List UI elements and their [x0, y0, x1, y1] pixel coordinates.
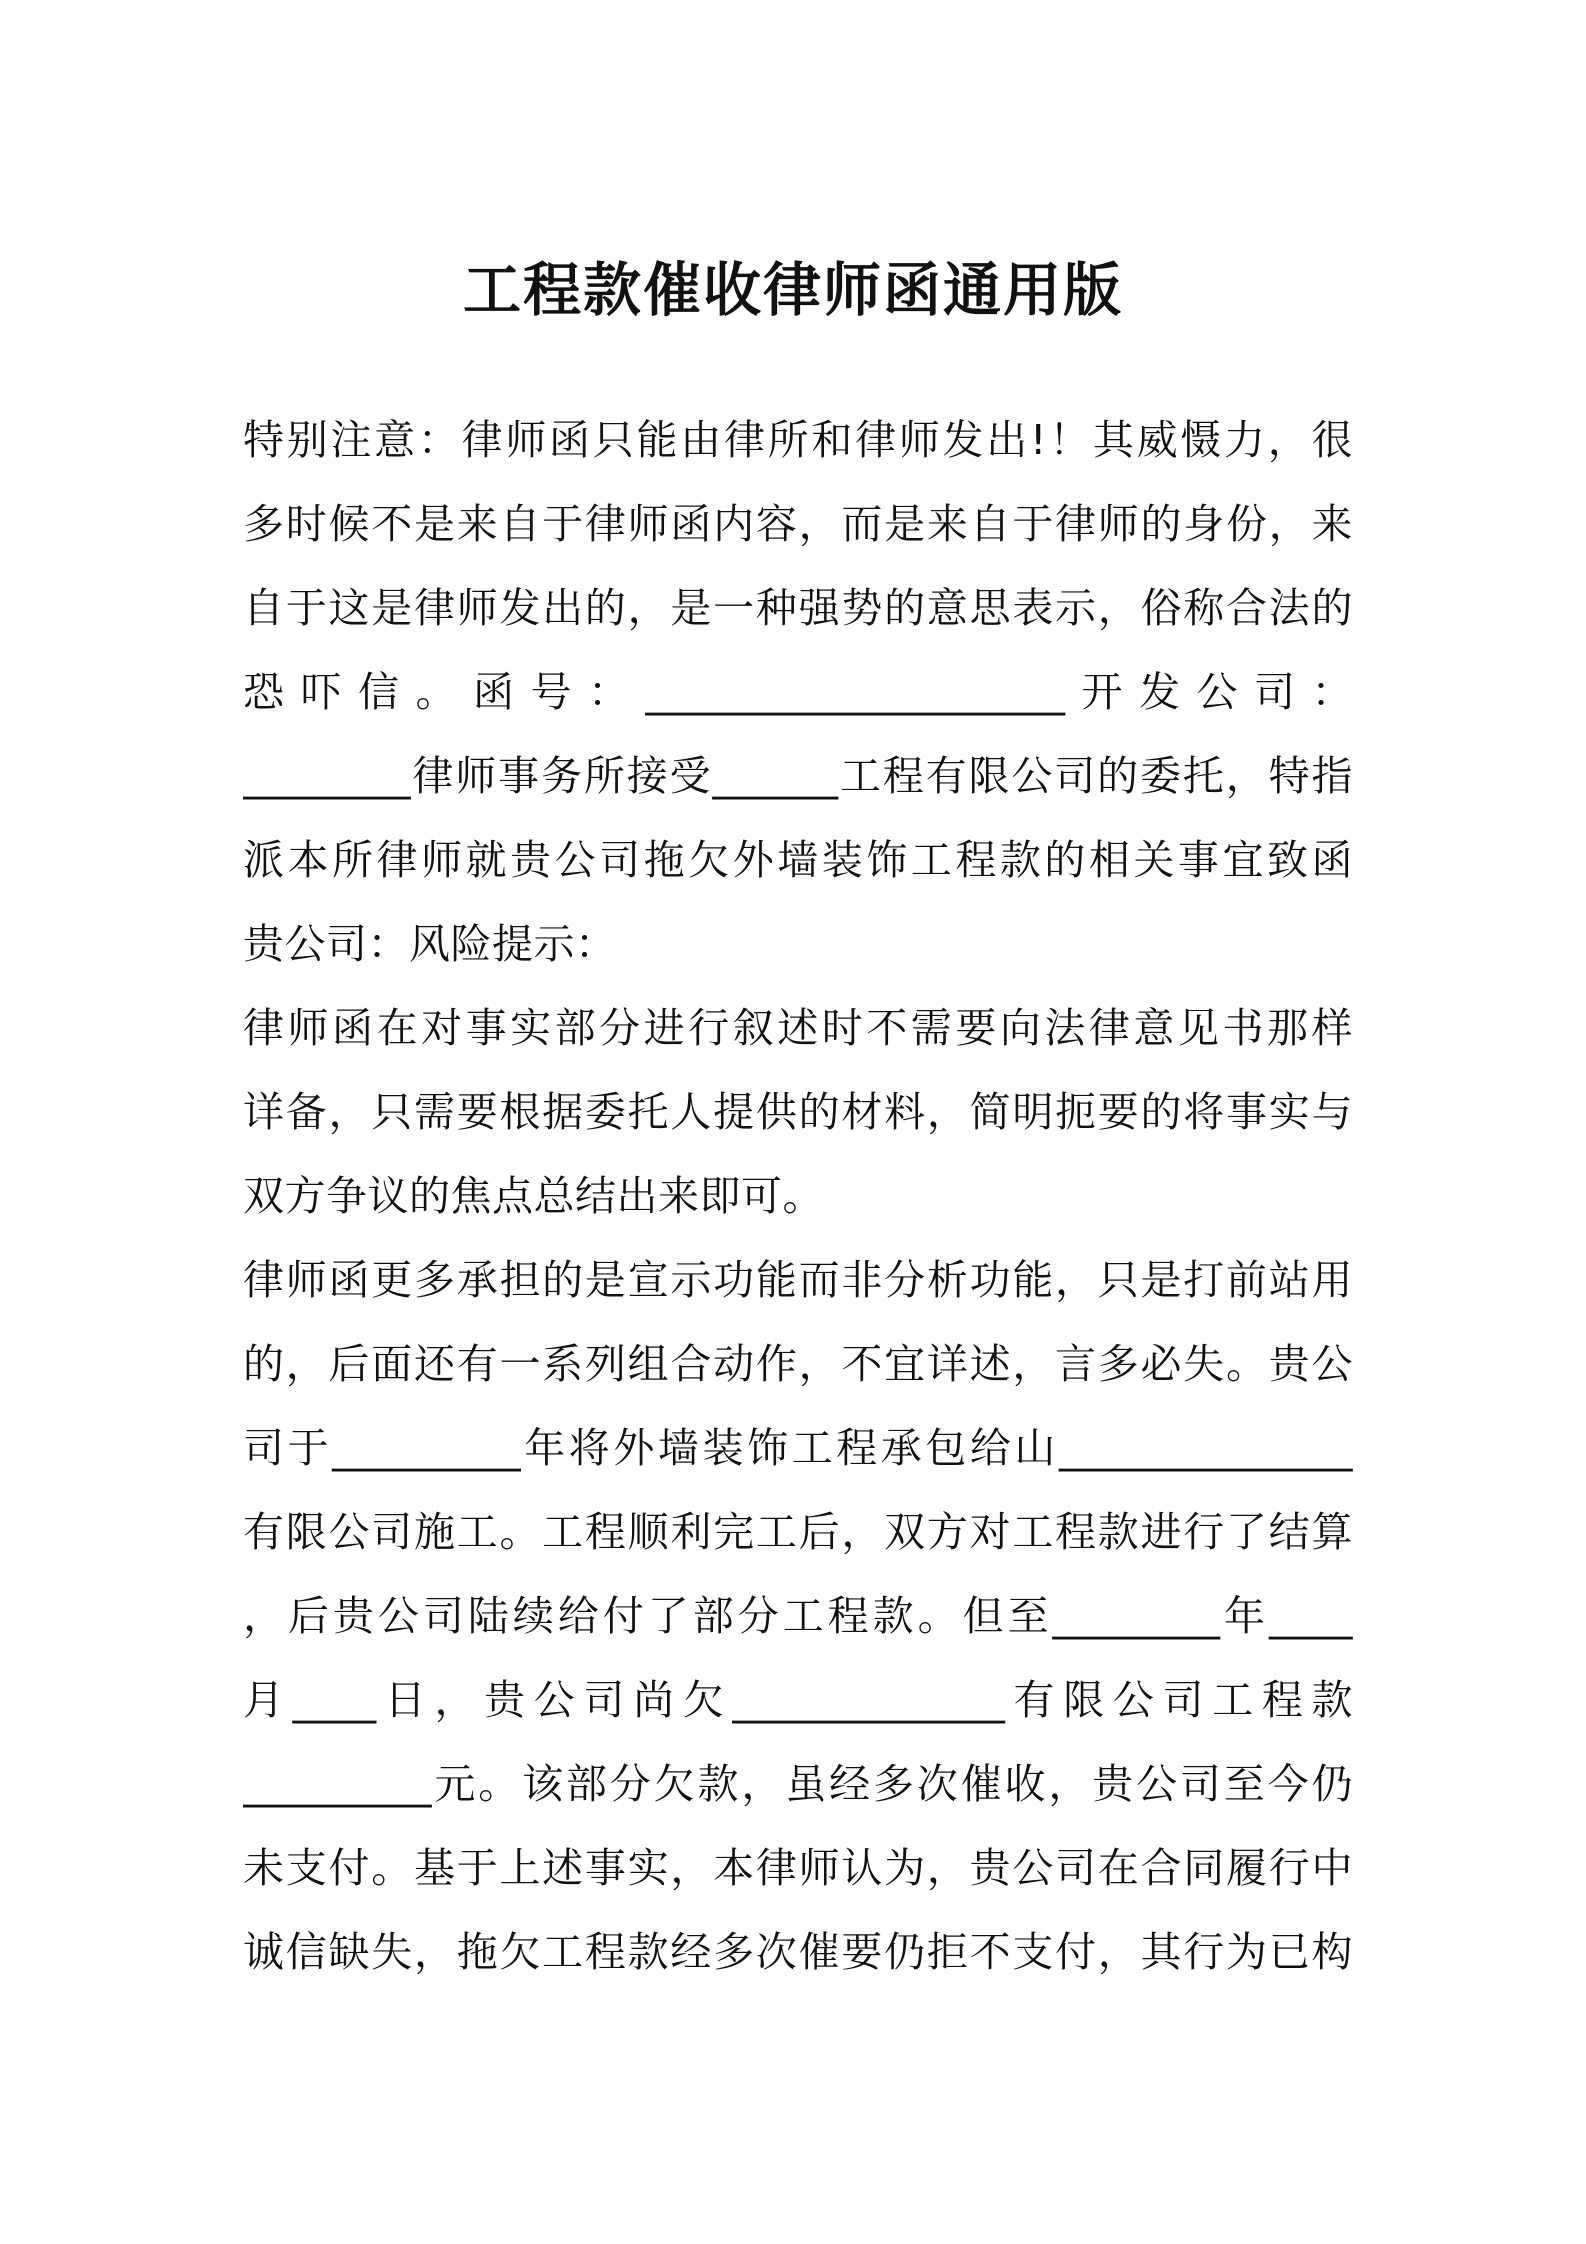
body-line: 诚信缺失，拖欠工程款经多次催要仍拒不支付，其行为已构 [243, 1928, 1353, 1976]
body-line: 有限公司施工。工程顺利完工后，双方对工程款进行了结算 [243, 1508, 1353, 1556]
body-line: 多时候不是来自于律师函内容，而是来自于律师的身份，来 [243, 500, 1353, 548]
body-line: 恐吓信。函号：____________________开发公司： [243, 668, 1353, 716]
body-line: 派本所律师就贵公司拖欠外墙装饰工程款的相关事宜致函 [243, 836, 1353, 884]
body-line: 贵公司：风险提示： [243, 920, 617, 968]
body-line: 律师函在对事实部分进行叙述时不需要向法律意见书那样 [243, 1004, 1353, 1052]
body-line: 律师函更多承担的是宣示功能而非分析功能，只是打前站用 [243, 1256, 1353, 1304]
body-line: 的，后面还有一系列组合动作，不宜详述，言多必失。贵公 [243, 1340, 1353, 1388]
body-line: 自于这是律师发出的，是一种强势的意思表示，俗称合法的 [243, 584, 1353, 632]
body-line: 详备，只需要根据委托人提供的材料，简明扼要的将事实与 [243, 1088, 1353, 1136]
body-line: ，后贵公司陆续给付了部分工程款。但至________年____ [243, 1592, 1353, 1640]
body-line: ________律师事务所接受______工程有限公司的委托，特指 [243, 752, 1353, 800]
body-line: 双方争议的焦点总结出来即可。 [243, 1172, 824, 1220]
body-line: 月____日，贵公司尚欠_____________有限公司工程款 [243, 1676, 1353, 1724]
body-line: 未支付。基于上述事实，本律师认为，贵公司在合同履行中 [243, 1844, 1353, 1892]
document-title: 工程款催收律师函通用版 [462, 256, 1123, 324]
body-line: 司于_________年将外墙装饰工程承包给山______________ [243, 1424, 1353, 1472]
body-line: 特别注意：律师函只能由律所和律师发出!！其威慑力，很 [243, 416, 1353, 464]
document-body [243, 398, 1353, 1994]
body-line: _________元。该部分欠款，虽经多次催收，贵公司至今仍 [243, 1760, 1353, 1808]
